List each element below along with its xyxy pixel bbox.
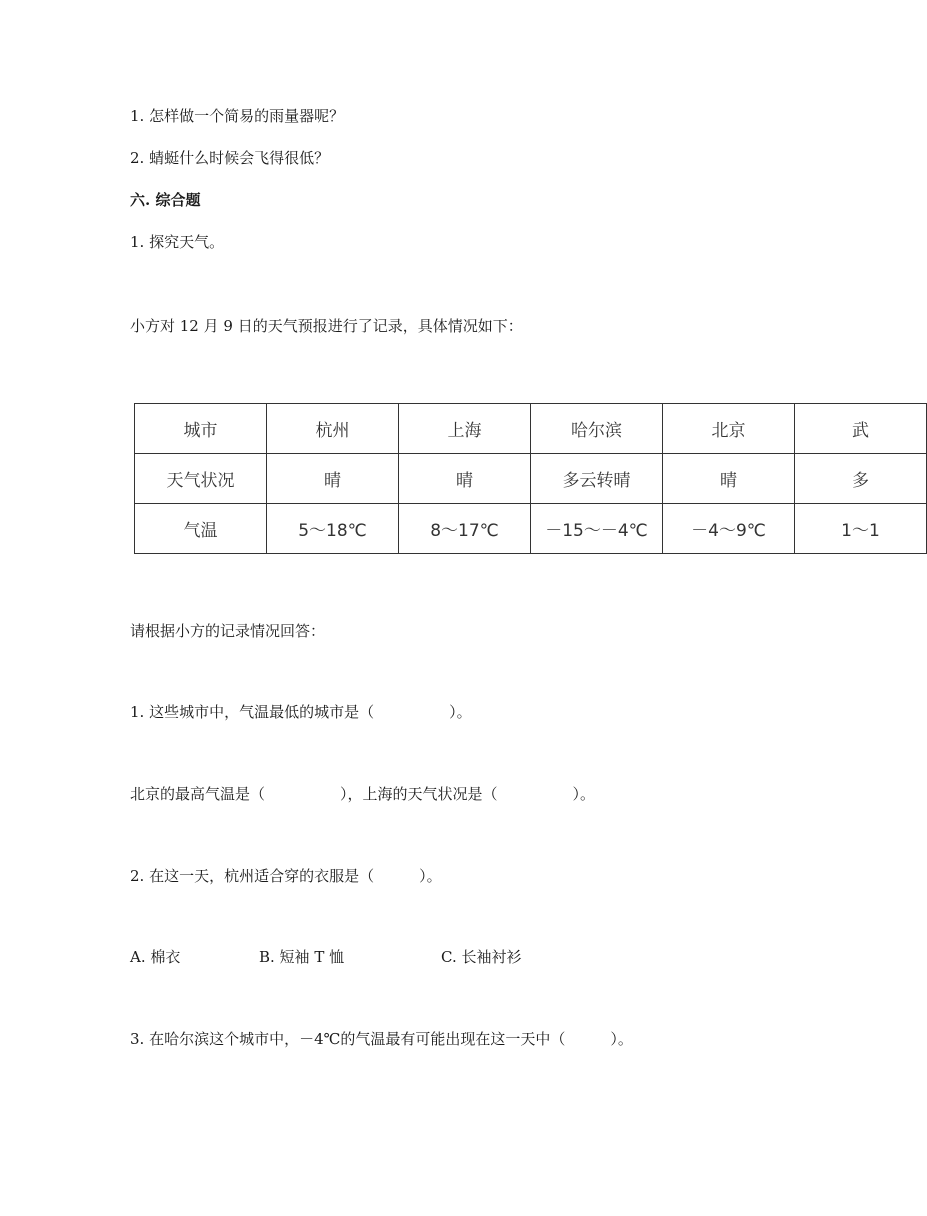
intro-text: 小方对 12 月 9 日的天气预报进行了记录，具体情况如下： xyxy=(130,317,523,335)
header-cell: 城市 xyxy=(135,404,267,454)
section-item-1: 1. 探究天气。 xyxy=(130,233,225,251)
section-heading: 六. 综合题 xyxy=(130,191,201,209)
header-cell: 杭州 xyxy=(267,404,399,454)
option-b: B. 短袖 T 恤 xyxy=(259,948,345,966)
table-cell: 8～17℃ xyxy=(399,504,531,554)
header-cell: 上海 xyxy=(399,404,531,454)
header-cell: 北京 xyxy=(663,404,795,454)
sub-question-2: 2. 在这一天，杭州适合穿的衣服是（ ）。 xyxy=(130,867,442,885)
table-row-weather xyxy=(135,454,927,504)
table-cell: 1～1 xyxy=(795,504,927,554)
option-c: C. 长袖衬衫 xyxy=(441,948,522,966)
table-cell: 气温 xyxy=(135,504,267,554)
sub-question-1b: 北京的最高气温是（ ），上海的天气状况是（ ）。 xyxy=(130,785,596,803)
table-cell: 多 xyxy=(795,454,927,504)
table-row-temperature xyxy=(135,504,927,554)
table-cell: 晴 xyxy=(267,454,399,504)
question-2: 2. 蜻蜓什么时候会飞得很低？ xyxy=(130,149,330,167)
table-cell: 晴 xyxy=(399,454,531,504)
header-cell: 武 xyxy=(795,404,927,454)
weather-table xyxy=(134,403,927,554)
sub-question-3: 3. 在哈尔滨这个城市中，－4℃的气温最有可能出现在这一天中（ ）。 xyxy=(130,1030,633,1048)
table-cell: 天气状况 xyxy=(135,454,267,504)
header-cell: 哈尔滨 xyxy=(531,404,663,454)
table-cell: 晴 xyxy=(663,454,795,504)
table-header-row xyxy=(135,404,927,454)
option-a: A. 棉衣 xyxy=(130,948,181,966)
table-cell: －4～9℃ xyxy=(663,504,795,554)
table-cell: －15～－4℃ xyxy=(531,504,663,554)
answer-prompt: 请根据小方的记录情况回答： xyxy=(130,622,326,640)
table-cell: 5～18℃ xyxy=(267,504,399,554)
sub-question-1a: 1. 这些城市中，气温最低的城市是（ ）。 xyxy=(130,703,472,721)
table-cell: 多云转晴 xyxy=(531,454,663,504)
question-1: 1. 怎样做一个简易的雨量器呢？ xyxy=(130,107,345,125)
